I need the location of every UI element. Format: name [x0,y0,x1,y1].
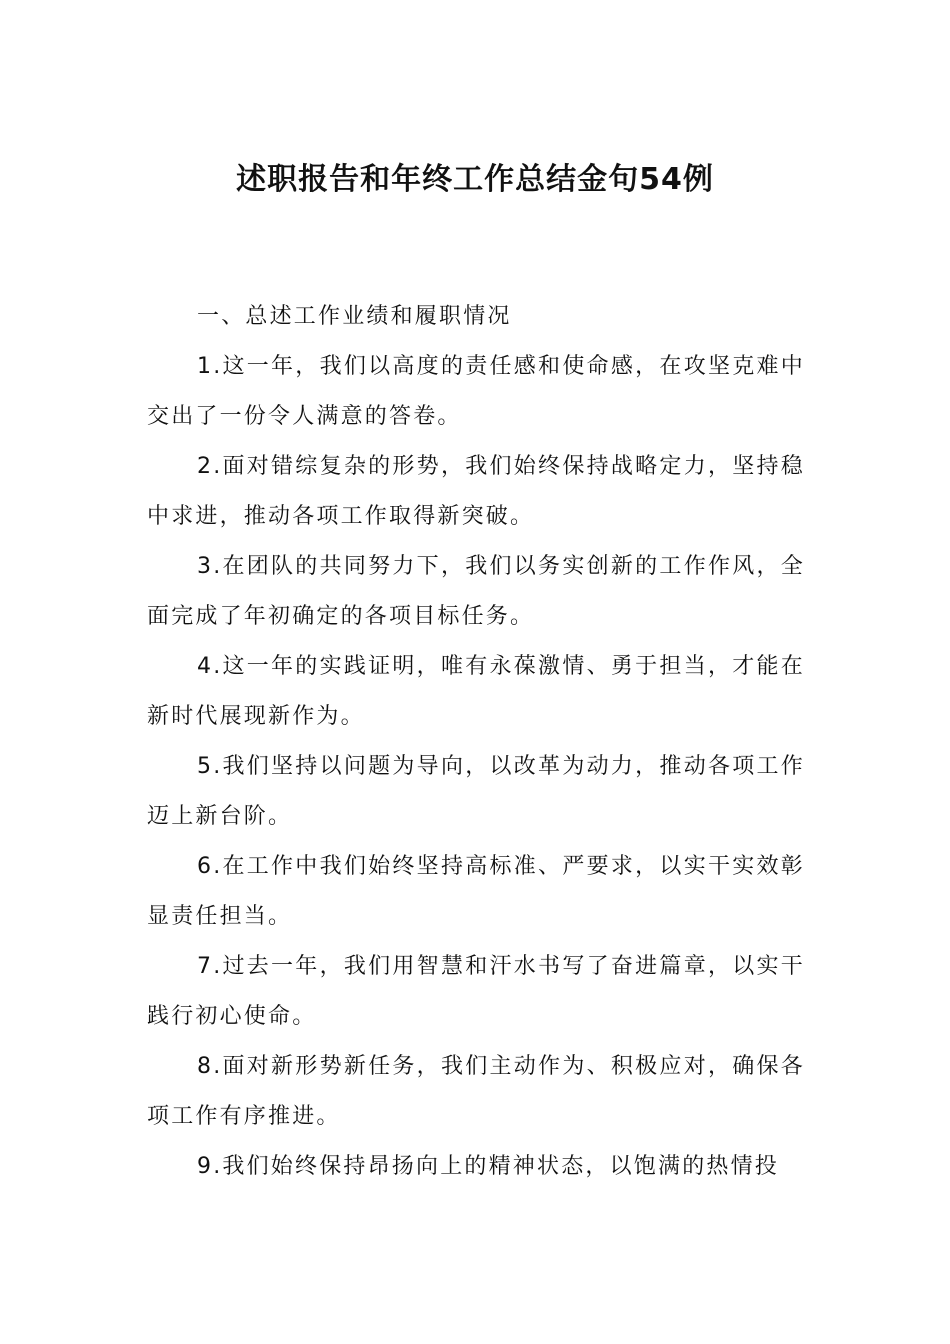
paragraph-5: 5.我们坚持以问题为导向，以改革为动力，推动各项工作迈上新台阶。 [147,754,805,829]
paragraph-4: 4.这一年的实践证明，唯有永葆激情、勇于担当，才能在新时代展现新作为。 [147,654,805,729]
paragraph-2: 2.面对错综复杂的形势，我们始终保持战略定力，坚持稳中求进，推动各项工作取得新突破。 [147,454,805,529]
paragraph-9: 9.我们始终保持昂扬向上的精神状态，以饱满的热情投 [197,1154,779,1179]
paragraph-7: 7.过去一年，我们用智慧和汗水书写了奋进篇章，以实干践行初心使命。 [147,954,805,1029]
document-title: 述职报告和年终工作总结金句54例 [236,162,714,197]
paragraph-3: 3.在团队的共同努力下，我们以务实创新的工作作风，全面完成了年初确定的各项目标任务。 [147,554,805,629]
paragraph-6: 6.在工作中我们始终坚持高标准、严要求，以实干实效彰显责任担当。 [147,854,805,929]
document-body [147,292,805,1192]
section-heading: 一、总述工作业绩和履职情况 [197,304,512,329]
paragraph-1: 1.这一年，我们以高度的责任感和使命感，在攻坚克难中交出了一份令人满意的答卷。 [147,354,805,429]
paragraph-8: 8.面对新形势新任务，我们主动作为、积极应对，确保各项工作有序推进。 [147,1054,805,1129]
